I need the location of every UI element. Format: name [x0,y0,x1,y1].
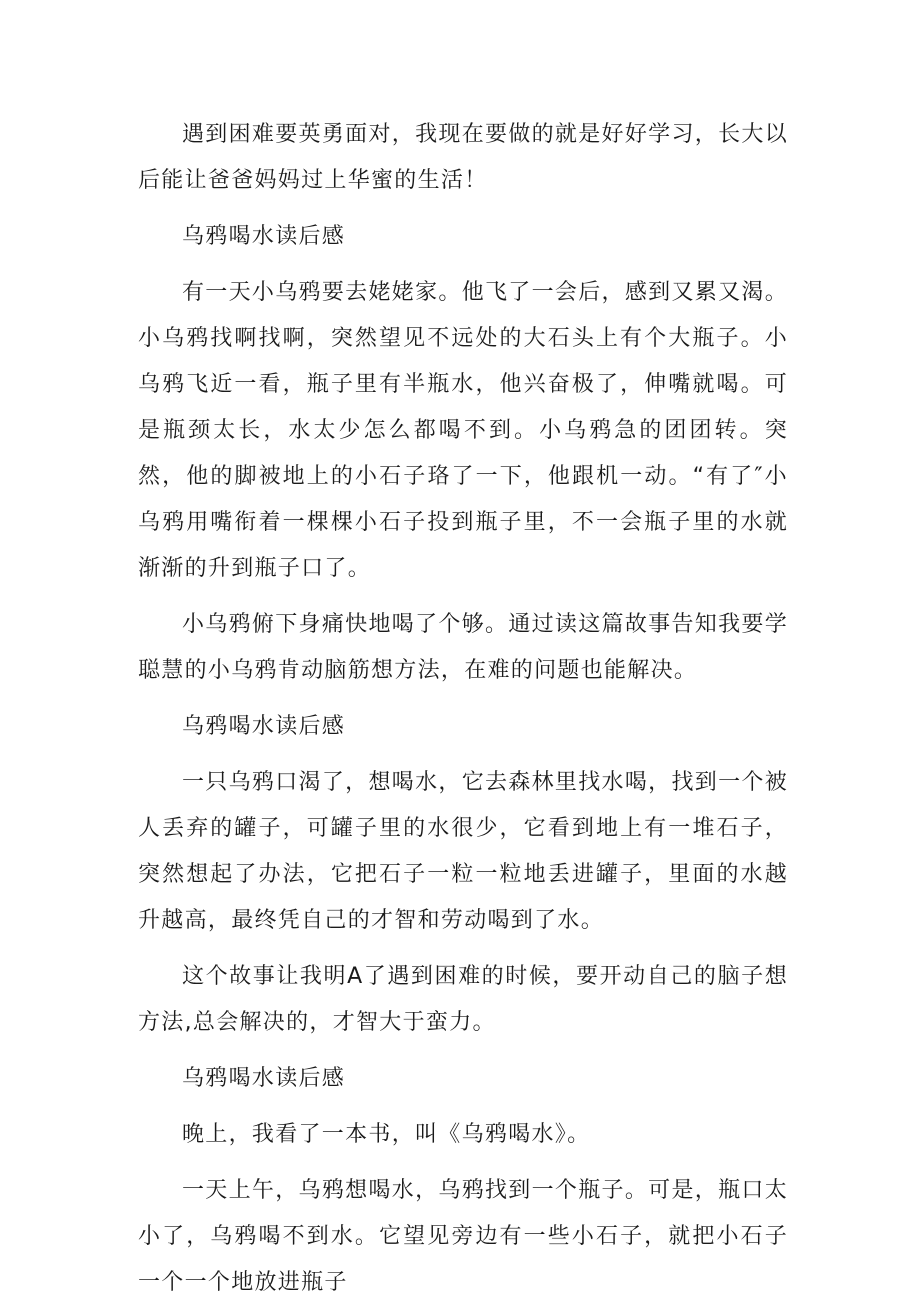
paragraph: 有一天小乌鸦要去姥姥家。他飞了一会后，感到又累又渴。小乌鸦找啊找啊，突然望见不远处的大石头上有个大瓶子。小乌鸦飞近一看，瓶子里有半瓶水，他兴奋极了，伸嘴就喝。可是瓶颈太长，水太少怎么都喝不到。小乌鸦急的团团转。突然，他的脚被地上的小石子珞了一下，他跟机一动。“有了″小乌鸦用嘴衔着一棵棵小石子投到瓶子里，不一会瓶子里的水就渐渐的升到瓶子口了。 [138,280,788,581]
section-heading: 乌鸦喝水读后感 [182,224,346,249]
document-body [138,112,788,1316]
paragraph: 小乌鸦俯下身痛快地喝了个够。通过读这篇故事告知我要学聪慧的小乌鸦肯动脑筋想方法，在难的问题也能解决。 [138,612,788,683]
section-heading: 乌鸦喝水读后感 [182,714,346,739]
paragraph: 遇到困难要英勇面对，我现在要做的就是好好学习，长大以后能让爸爸妈妈过上华蜜的生活！ [138,122,788,193]
paragraph: 晚上，我看了一本书，叫《乌鸦喝水》。 [182,1122,591,1147]
paragraph: 一天上午，乌鸦想喝水，乌鸦找到一个瓶子。可是，瓶口太小了，乌鸦喝不到水。它望见旁边有一些小石子，就把小石子一个一个地放进瓶子 [138,1178,788,1295]
section-heading: 乌鸦喝水读后感 [182,1066,346,1091]
paragraph: 这个故事让我明A了遇到困难的时候，要开动自己的脑子想方法,总会解决的，才智大于蛮力。 [138,964,788,1035]
paragraph: 一只乌鸦口渴了，想喝水，它去森林里找水喝，找到一个被人丢弃的罐子，可罐子里的水很少，它看到地上有一堆石子，突然想起了办法，它把石子一粒一粒地丢进罐子，里面的水越升越高，最终凭自己的才智和劳动喝到了水。 [138,770,788,933]
